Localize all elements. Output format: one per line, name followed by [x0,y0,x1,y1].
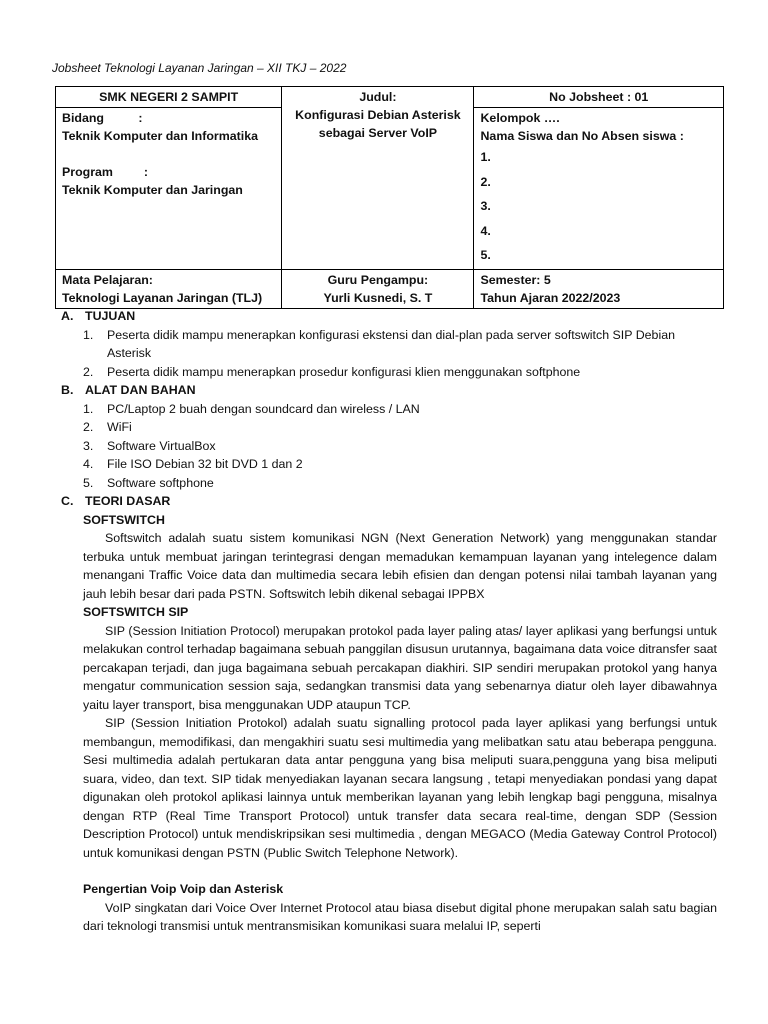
paragraph-voip: VoIP singkatan dari Voice Over Internet Protocol atau biasa disebut digital phone merupakan salah satu bagian dari teknologi transmisi untuk mentransmisikan komunikasi suara melalui IP, seperti [83,900,717,933]
student-number: 1. [480,150,491,164]
mapel-label: Mata Pelajaran: [62,272,153,287]
student-number: 3. [480,199,491,213]
paragraph-sip-1: SIP (Session Initiation Protocol) merupakan protokol pada layer paling atas/ layer aplikasi yang berfungsi untuk melakukan control terhadap bagaimana sebuah panggilan disusun urutannya, bagaimana data voice ditransfer saat percakapan terjadi, dan juga bagaimana sebuah percakapan diakhiri. SIP sendiri merupakan protokol yang hanya mengatur communication session saja, sedangkan transmisi data yang sebenarnya diatur oleh layer dibawahnya yaitu layer transport, bisa menggunakan UDP ataupun TCP. [83,623,717,712]
list-item: 4. File ISO Debian 32 bit DVD 1 dan 2 [83,457,303,471]
guru-value: Yurli Kusnedi, S. T [323,290,433,305]
subheading-voip: Pengertian Voip Voip dan Asterisk [83,882,284,896]
list-item: 3. Software VirtualBox [83,438,216,453]
student-number: 5. [480,248,491,262]
list-item: 1. PC/Laptop 2 buah dengan soundcard dan wireless / LAN [83,401,420,416]
paragraph-sip-2: SIP (Session Initiation Protokol) adalah suatu signalling protocol pada layer aplikasi yang berfungsi untuk membangun, memodifikasi, dan mengakhiri suatu sesi multimedia yang melibatkan satu atau beberapa pengguna. Sesi multimedia adalah pertukaran data antar pengguna yang bisa meliputi suara,pengguna yang bisa meliputi suara, video, dan text. SIP tidak menyediakan layanan secara langsung , tetapi menyediakan pondasi yang dapat digunakan oleh protokol aplikasi lainnya untuk memberikan layanan yang lebih lengkap bagi pengguna, misalnya dengan RTP (Real Time Transport Protocol) untuk transfer data secara real-time, dengan SDP (Session Description Protocol) untuk mendiskripsikan sesi multimedia , dengan MEGACO (Media Gateway Control Protocol) untuk komunikasi dengan PSTN (Public Switch Telephone Network). [83,716,717,860]
section-heading-c: C. TEORI DASAR [61,494,171,508]
guru-cell [282,269,474,308]
mapel-value: Teknologi Layanan Jaringan (TLJ) [62,290,263,305]
subheading-softswitch: SOFTSWITCH [83,512,165,527]
judul-value: Konfigurasi Debian Asterisk sebagai Server VoIP [295,108,461,140]
jobsheet-info-table [55,86,724,309]
bidang-value: Teknik Komputer dan Informatika [62,129,258,143]
list-item: 2. Peserta didik mampu menerapkan prosedur konfigurasi klien menggunakan softphone [83,364,581,379]
document-body [61,307,717,936]
kelompok-label: Kelompok …. [480,111,560,125]
student-number: 2. [480,174,491,189]
tahun-ajaran: Tahun Ajaran 2022/2023 [480,290,621,305]
section-heading-a: A. TUJUAN [61,309,136,323]
guru-label: Guru Pengampu: [327,272,429,287]
semester-cell [474,269,724,308]
bidang-label: Bidang : [62,111,143,125]
program-label: Program : [62,165,149,179]
semester-label: Semester: 5 [480,272,551,287]
bidang-cell [56,108,282,270]
list-item: 5. Software softphone [83,475,214,490]
subheading-softswitch-sip: SOFTSWITCH SIP [83,605,189,619]
paragraph-softswitch: Softswitch adalah suatu sistem komunikasi NGN (Next Generation Network) yang menggunakan standar terbuka untuk membuat jaringan terintegrasi dengan memadukan kemampuan layanan yang intelegence dalam menangani Traffic Voice data dan multimedia secara lebih efisien dan dengan potensi nilai tambah layanan yang jauh lebih besar dari pada PSTN. Softswitch lebih dikenal sebagai IPPBX [83,531,717,601]
list-item: 1. Peserta didik mampu menerapkan konfigurasi ekstensi dan dial-plan pada server softswitch SIP Debian Asterisk [83,327,675,360]
mapel-cell [56,269,282,308]
kelompok-cell [474,108,724,270]
section-heading-b: B. ALAT DAN BAHAN [61,383,196,397]
judul-label: Judul: [359,90,397,104]
student-number: 4. [480,223,491,238]
list-item: 2. WiFi [83,420,132,434]
running-header: Jobsheet Teknologi Layanan Jaringan – XII TKJ – 2022 [52,61,347,75]
jobsheet-number: No Jobsheet : 01 [474,87,724,108]
judul-cell [282,87,474,270]
program-value: Teknik Komputer dan Jaringan [62,183,243,197]
student-number-list [480,145,717,268]
nama-siswa-label: Nama Siswa dan No Absen siswa : [480,129,684,143]
school-name: SMK NEGERI 2 SAMPIT [56,87,282,108]
